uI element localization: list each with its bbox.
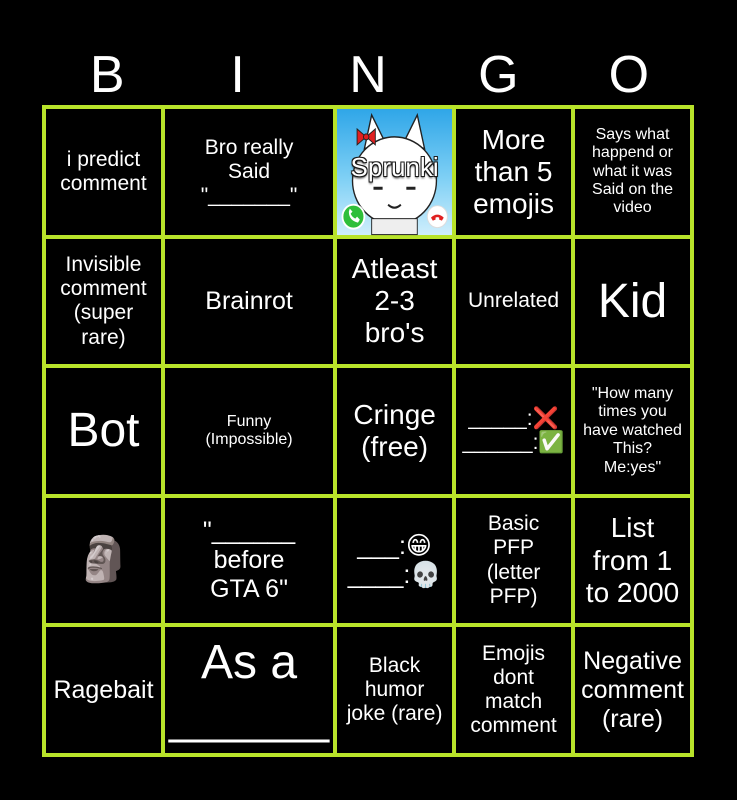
bingo-cell-negative-comment[interactable]: Negative comment (rare) (575, 627, 690, 753)
bingo-cell-invisible-comment[interactable]: Invisible comment (super rare) (46, 239, 161, 365)
bingo-cell-i-predict-comment[interactable]: i predict comment (46, 109, 161, 235)
bingo-cell-before-gta-6[interactable]: "______ before GTA 6" (165, 498, 333, 624)
bingo-cell-as-a[interactable]: As a ______ (165, 627, 333, 753)
bingo-cell-funny-impossible[interactable]: Funny (Impossible) (165, 368, 333, 494)
bingo-cell-bot[interactable]: Bot (46, 368, 161, 494)
bingo-cell-how-many-times[interactable]: "How many times you have watched This? Me:yes" (575, 368, 690, 494)
bingo-header (42, 44, 694, 106)
bingo-cell-grin-skull[interactable]: ___:😁 ____:💀 (337, 498, 452, 624)
sprunki-label: Sprunki (350, 152, 439, 182)
header-letter-g: G (478, 46, 519, 104)
bingo-cell-unrelated[interactable]: Unrelated (456, 239, 571, 365)
bingo-cell-sprunki[interactable] (337, 109, 452, 235)
bingo-cell-ragebait[interactable]: Ragebait (46, 627, 161, 753)
bingo-cell-more-than-5-emojis[interactable]: More than 5 emojis (456, 109, 571, 235)
header-letter-o: O (608, 46, 650, 104)
bingo-cell-cross-check[interactable]: _____:❌ ______:✅ (456, 368, 571, 494)
bingo-board (42, 105, 694, 757)
bingo-cell-says-what-happend[interactable]: Says what happend or what it was Said on the video (575, 109, 690, 235)
header-letter-i: I (230, 46, 245, 104)
bingo-cell-kid[interactable]: Kid (575, 239, 690, 365)
bingo-cell-emojis-dont-match[interactable]: Emojis dont match comment (456, 627, 571, 753)
bingo-cell-moai[interactable]: 🗿 (46, 498, 161, 624)
bingo-cell-list-1-to-2000[interactable]: List from 1 to 2000 (575, 498, 690, 624)
bingo-cell-cringe-free[interactable]: Cringe (free) (337, 368, 452, 494)
bingo-cell-atleast-2-3-bros[interactable]: Atleast 2-3 bro's (337, 239, 452, 365)
bingo-cell-basic-pfp[interactable]: Basic PFP (letter PFP) (456, 498, 571, 624)
header-letter-b: B (89, 46, 125, 104)
header-letter-n: N (349, 46, 387, 104)
sprunki-image (337, 109, 452, 235)
bingo-cell-brainrot[interactable]: Brainrot (165, 239, 333, 365)
bingo-cell-bro-really-said[interactable]: Bro really Said "_______" (165, 109, 333, 235)
bingo-cell-black-humor[interactable]: Black humor joke (rare) (337, 627, 452, 753)
